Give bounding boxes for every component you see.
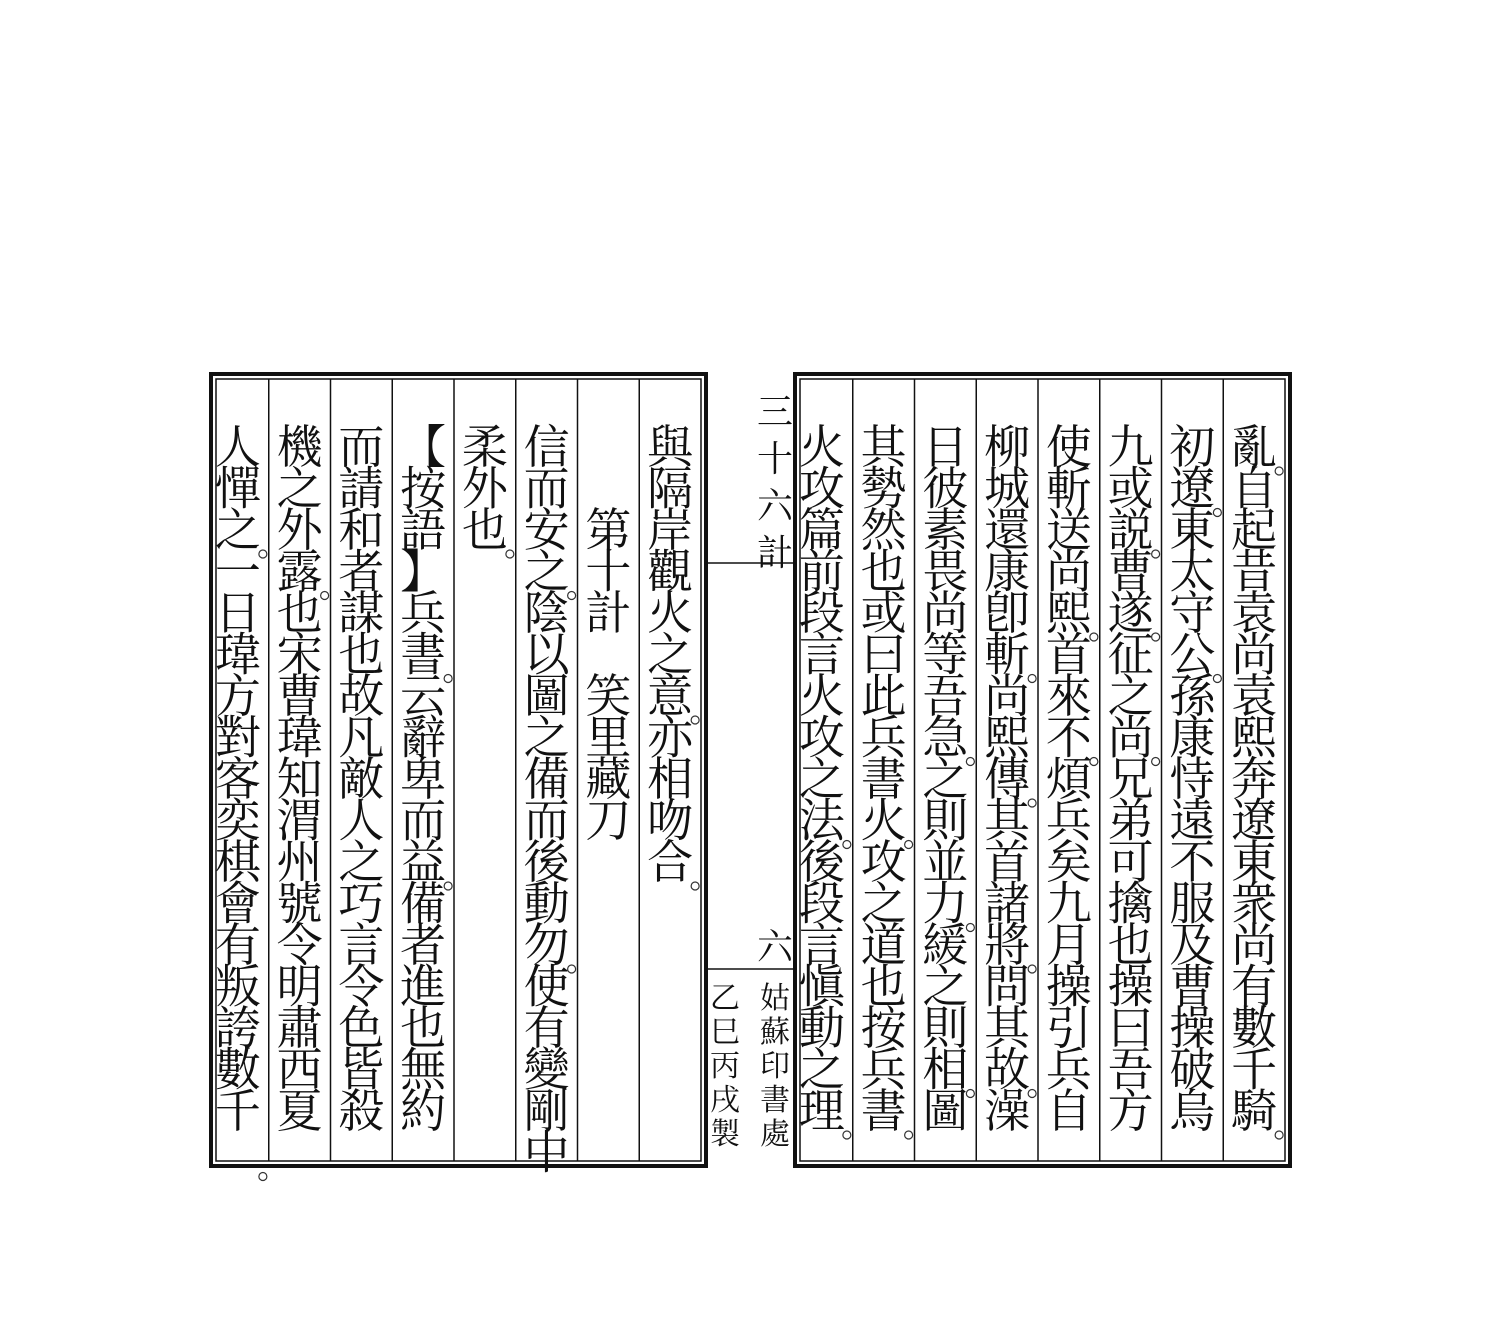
left-page-char: 方	[214, 669, 261, 723]
right-page-char: 服	[1169, 876, 1216, 931]
right-page-char: 前	[798, 544, 845, 599]
right-page-char: 烏	[1169, 1084, 1216, 1138]
right-page-char: 之	[922, 959, 969, 1014]
right-page-column	[1230, 420, 1283, 1139]
right-page-char: 卽	[984, 586, 1031, 640]
right-page-char: 力	[922, 876, 969, 931]
right-page-char: 斬	[984, 627, 1031, 682]
left-page-char: 外	[276, 503, 323, 557]
right-page-char: 勢	[860, 461, 907, 516]
right-page-char: 擒	[1107, 876, 1154, 931]
right-page-char: 彼	[922, 461, 969, 516]
right-page-char: 火	[798, 420, 845, 474]
left-page-char: 圖	[523, 669, 570, 723]
right-page-column	[922, 420, 974, 1138]
right-page-char: 吾	[922, 669, 969, 723]
right-page-char: 矣	[1045, 835, 1092, 889]
right-page-column	[1046, 420, 1098, 1138]
left-page-column	[585, 503, 631, 848]
right-page-char: 急	[922, 710, 969, 765]
left-page-char: 兵	[400, 586, 447, 640]
left-page-char: 而	[523, 461, 570, 516]
right-page-char: 奔	[1231, 752, 1278, 806]
right-page-char: 尚	[984, 669, 1031, 723]
left-page-char: 柔	[461, 420, 508, 474]
right-page-char: 使	[1045, 420, 1092, 474]
right-page-char: 袁	[1231, 669, 1278, 723]
right-page-char: 也	[860, 544, 907, 599]
left-page-char: 者	[400, 918, 447, 972]
left-page-char: 請	[338, 461, 385, 516]
left-page-char: 凡	[338, 710, 385, 765]
right-page-char: 問	[984, 959, 1031, 1014]
left-page-char: 勿	[523, 918, 570, 972]
right-page-char: 也	[860, 959, 907, 1014]
right-page-char: 等	[922, 627, 969, 682]
publisher-char: 印	[760, 1049, 790, 1084]
right-page-char: 説	[1107, 503, 1154, 557]
right-page-char: 操	[1169, 1001, 1216, 1055]
left-page-char: 皆	[338, 1042, 385, 1097]
right-page-char: 兵	[1045, 1042, 1092, 1097]
left-page-char: 者	[338, 544, 385, 599]
left-page-char: 言	[338, 918, 385, 972]
right-page-char: 曰	[860, 627, 907, 682]
right-page-char: 孫	[1169, 669, 1216, 723]
right-page-char: 不	[1045, 710, 1092, 765]
right-page-char: 攻	[798, 710, 845, 765]
left-page-char: 日	[214, 586, 261, 640]
right-page-char: 尚	[1045, 544, 1092, 599]
right-page-char: 畏	[922, 544, 969, 599]
right-page-char: 守	[1169, 586, 1216, 640]
left-page-char: 進	[400, 959, 447, 1014]
left-page-char: 故	[338, 669, 385, 723]
right-page-char: 諸	[984, 876, 1031, 931]
left-page-char: 客	[214, 752, 261, 806]
left-page-char: 之	[523, 544, 570, 599]
page-number: 六	[756, 927, 794, 968]
left-page-char: 後	[523, 835, 570, 889]
left-page-char: 人	[214, 420, 261, 474]
book-title-char: 十	[756, 439, 794, 480]
right-page-char: 則	[922, 793, 969, 848]
left-page-char: 辭	[400, 710, 447, 765]
left-page-char: 第	[585, 503, 632, 557]
right-page-char: 有	[1231, 959, 1278, 1014]
left-page-char: 云	[400, 669, 447, 723]
left-page-char: 岸	[647, 503, 694, 557]
left-page-char: 和	[338, 503, 385, 557]
right-page-char: 書	[860, 752, 907, 806]
left-page-char: 露	[276, 544, 323, 599]
right-page-char: 起	[1231, 503, 1278, 557]
right-page-char: 引	[1045, 1001, 1092, 1055]
right-page-char: 首	[984, 835, 1031, 889]
right-page-char: 兄	[1107, 752, 1154, 806]
left-page-column	[277, 420, 329, 1138]
left-page-char: 知	[276, 752, 323, 806]
right-page-column-dividers	[853, 379, 1224, 1161]
right-page-char: 之	[860, 876, 907, 931]
right-page-char: 遼	[1169, 461, 1216, 516]
left-page-column	[647, 420, 699, 890]
right-page-char: 亂	[1231, 420, 1278, 474]
right-page-char: 征	[1107, 627, 1154, 682]
left-page-char: 外	[461, 461, 508, 516]
right-page-char: 公	[1169, 627, 1216, 682]
right-page-char: 騎	[1231, 1084, 1278, 1138]
left-page-char: 宋	[276, 627, 323, 682]
left-page-char: 敵	[338, 752, 385, 806]
right-page-char: 遼	[1231, 793, 1278, 848]
right-page-char: 初	[1169, 420, 1216, 474]
right-page-char: 其	[860, 420, 907, 474]
left-page-char: 叛	[214, 959, 261, 1014]
left-page-char: 號	[276, 876, 323, 931]
right-page-char: 此	[860, 669, 907, 723]
right-page-char: 澡	[984, 1084, 1031, 1138]
left-page-char: 之	[214, 503, 261, 557]
right-page-column	[1108, 420, 1160, 1138]
left-page-char: 令	[338, 959, 385, 1014]
left-page-char: 渭	[276, 793, 323, 848]
right-page-column	[799, 420, 851, 1139]
left-page-char: 觀	[647, 544, 694, 599]
left-page-char: 之	[647, 627, 694, 682]
left-page-char: 備	[400, 876, 447, 931]
left-page-char: 】	[400, 544, 447, 599]
left-page-column-dividers	[269, 379, 640, 1161]
left-page-char: 夏	[276, 1084, 323, 1138]
right-page-char: 不	[1169, 835, 1216, 889]
right-page-char: 千	[1231, 1042, 1278, 1097]
right-page-char: 可	[1107, 835, 1154, 889]
left-page-char: 約	[400, 1084, 447, 1138]
publisher-char: 姑	[760, 981, 790, 1016]
left-page-column	[462, 420, 514, 558]
date-char: 製	[710, 1117, 740, 1152]
left-page-column	[215, 420, 267, 1181]
right-page-char: 圖	[922, 1084, 969, 1138]
right-page-char: 操	[1045, 959, 1092, 1014]
right-page-char: 九	[1045, 876, 1092, 931]
right-page-char: 之	[798, 752, 845, 806]
right-page-char: 遂	[1107, 586, 1154, 640]
right-page-char: 然	[860, 503, 907, 557]
right-page-char: 之	[798, 1042, 845, 1097]
left-page-char: 瑋	[214, 627, 261, 682]
left-page-char: 謀	[338, 586, 385, 640]
left-page-char: 憚	[214, 461, 261, 516]
left-page-char: 有	[523, 1001, 570, 1055]
right-page-char: 熙	[984, 710, 1031, 765]
right-page-char: 其	[984, 1001, 1031, 1055]
left-page-char: 剛	[523, 1084, 570, 1138]
right-page-char: 熙	[1045, 586, 1092, 640]
left-page-char: 相	[647, 752, 694, 806]
left-page-char: 對	[214, 710, 261, 765]
left-page-char: 會	[214, 876, 261, 931]
right-page-char: 還	[984, 503, 1031, 557]
left-page-char: 機	[276, 420, 323, 474]
right-page-char: 後	[798, 835, 845, 889]
left-page-char: 數	[214, 1042, 261, 1097]
right-page-char: 柳	[984, 420, 1031, 474]
right-page-char: 城	[984, 461, 1031, 516]
right-page-char: 道	[860, 918, 907, 972]
right-page-char: 遠	[1169, 793, 1216, 848]
left-page-char: 陰	[523, 586, 570, 640]
left-page-char: 也	[338, 627, 385, 682]
right-page-char: 尚	[1107, 710, 1154, 765]
left-page-char: 藏	[585, 752, 632, 806]
right-page-char: 送	[1045, 503, 1092, 557]
left-page-char: 意	[647, 669, 694, 723]
left-page-char: 一	[214, 544, 261, 599]
right-page-char: 曰	[1107, 1001, 1154, 1055]
left-page-char: 合	[647, 835, 694, 889]
left-page-char: 吻	[647, 793, 694, 848]
right-page-char: 尚	[1231, 627, 1278, 682]
right-page-char: 之	[922, 752, 969, 806]
right-page-char: 熙	[1231, 710, 1278, 765]
right-page-char: 或	[860, 586, 907, 640]
left-page-char: 卑	[400, 752, 447, 806]
right-page-char: 月	[1045, 918, 1092, 972]
left-page-char: 巧	[338, 876, 385, 931]
left-page-char: 笑	[585, 669, 632, 723]
publisher-char: 處	[760, 1117, 790, 1152]
left-page-char: 也	[400, 1001, 447, 1055]
left-page-char: 火	[647, 586, 694, 640]
right-page-char: 火	[798, 669, 845, 723]
left-page-column	[338, 420, 384, 1138]
left-page-char: 隔	[647, 461, 694, 516]
right-page-char: 段	[798, 586, 845, 640]
right-page-char: 及	[1169, 918, 1216, 972]
right-page-char: 將	[984, 918, 1031, 972]
left-page-char: 按	[400, 461, 447, 516]
left-page-char: 而	[400, 793, 447, 848]
left-page-char: 與	[647, 420, 694, 474]
right-page-char: 相	[922, 1042, 969, 1097]
date-char: 巳	[710, 1015, 740, 1050]
left-page-column	[523, 420, 576, 1180]
right-page-char: 素	[922, 503, 969, 557]
left-page-char: 以	[523, 627, 570, 682]
right-page-char: 恃	[1169, 752, 1216, 806]
left-page-char: 之	[338, 835, 385, 889]
left-page-char: 令	[276, 918, 323, 972]
publisher-char: 蘇	[760, 1015, 790, 1050]
right-page-char: 兵	[1045, 793, 1092, 848]
right-page-char: 故	[984, 1042, 1031, 1097]
right-page-char: 攻	[798, 461, 845, 516]
left-page-char: 人	[338, 793, 385, 848]
left-page-char: 中	[523, 1125, 570, 1180]
left-page-char: 而	[338, 420, 385, 474]
left-page-column	[400, 420, 452, 1138]
right-page-char: 尚	[1231, 918, 1278, 972]
left-page-char: 之	[276, 461, 323, 516]
right-page-char: 曹	[1107, 544, 1154, 599]
left-page-char: 【	[400, 420, 447, 474]
left-page-char: 州	[276, 835, 323, 889]
left-page-char: 也	[461, 503, 508, 557]
right-page-char: 康	[984, 544, 1031, 599]
right-page-char: 法	[798, 793, 845, 848]
left-page-char: 備	[523, 752, 570, 806]
right-page-char: 來	[1045, 669, 1092, 723]
right-page-char: 則	[922, 1001, 969, 1055]
left-page-char: 西	[276, 1042, 323, 1097]
book-title-char: 三	[756, 392, 794, 433]
left-page-char: 書	[400, 627, 447, 682]
right-page-char: 傳	[984, 752, 1031, 806]
left-page-char: 曹	[276, 669, 323, 723]
right-page-char: 動	[798, 1001, 845, 1055]
date-char: 丙	[710, 1049, 740, 1084]
left-page-char: 信	[523, 420, 570, 474]
right-page-char: 自	[1045, 1084, 1092, 1138]
right-page-char: 愼	[798, 959, 845, 1014]
left-page-char: 使	[523, 959, 570, 1014]
left-page-char: 十	[585, 544, 632, 599]
right-page-char: 東	[1169, 503, 1216, 557]
left-page-char: 刀	[585, 793, 632, 848]
left-page-char: 安	[523, 503, 570, 557]
right-page-char: 操	[1107, 959, 1154, 1014]
right-page-char: 自	[1231, 461, 1278, 516]
left-page-text	[215, 420, 699, 1181]
right-page-char: 緩	[922, 918, 969, 972]
left-page-char: 而	[523, 793, 570, 848]
right-page-char: 言	[798, 627, 845, 682]
left-page-char: 里	[585, 710, 632, 765]
publisher-char: 書	[760, 1083, 790, 1118]
left-page-char: 動	[523, 876, 570, 931]
right-page-char: 方	[1107, 1084, 1154, 1138]
right-page-char: 篇	[798, 503, 845, 557]
right-page-char: 理	[798, 1084, 845, 1138]
right-page-char: 之	[1107, 669, 1154, 723]
right-page-char: 火	[860, 793, 907, 848]
left-page-char: 明	[276, 959, 323, 1014]
right-page-char: 數	[1231, 1001, 1278, 1055]
right-page-char: 段	[798, 876, 845, 931]
right-page-char: 吾	[1107, 1042, 1154, 1097]
left-page-char: 也	[276, 586, 323, 640]
right-page-char: 或	[1107, 461, 1154, 516]
right-page-char: 首	[1045, 627, 1092, 682]
right-page-char: 袁	[1231, 586, 1278, 640]
right-page-column	[984, 420, 1036, 1138]
right-page-char: 其	[984, 793, 1031, 848]
right-page-text	[799, 420, 1283, 1139]
right-page-char: 昔	[1231, 544, 1278, 599]
right-page-char: 兵	[860, 1042, 907, 1097]
left-page-char: 有	[214, 918, 261, 972]
right-page-char: 攻	[860, 835, 907, 889]
date-char: 戌	[710, 1083, 740, 1118]
left-page-char: 益	[400, 835, 447, 889]
right-page-char: 康	[1169, 710, 1216, 765]
left-page-char: 殺	[338, 1084, 385, 1138]
right-page-char: 東	[1231, 835, 1278, 889]
right-page-column	[1169, 420, 1221, 1138]
left-page-char: 肅	[276, 1001, 323, 1055]
right-page-char: 斬	[1045, 461, 1092, 516]
book-title-char: 計	[756, 533, 794, 574]
right-page-char: 也	[1107, 918, 1154, 972]
center-margin	[710, 392, 794, 1152]
right-page-char: 並	[922, 835, 969, 889]
left-page-char: 色	[338, 1001, 385, 1055]
right-page-char: 煩	[1045, 752, 1092, 806]
right-page-char: 書	[860, 1084, 907, 1138]
right-page-char: 按	[860, 1001, 907, 1055]
left-page-char: 計	[585, 586, 632, 640]
right-page-char: 曹	[1169, 959, 1216, 1014]
date-char: 乙	[710, 981, 740, 1016]
left-page-char: 奕	[214, 793, 261, 848]
left-page-char: 棋	[214, 835, 261, 889]
book-title-char: 六	[756, 486, 794, 527]
right-page-char: 弟	[1107, 793, 1154, 848]
left-page-char: 語	[400, 503, 447, 557]
left-page-char: 變	[523, 1042, 570, 1097]
left-page-char: 千	[214, 1084, 261, 1138]
right-page-char: 日	[922, 420, 969, 474]
right-page-char: 衆	[1231, 876, 1278, 931]
right-page-char: 九	[1107, 420, 1154, 474]
left-page-char: 之	[523, 710, 570, 765]
left-page-char: 瑋	[276, 710, 323, 765]
right-page-char: 太	[1169, 544, 1216, 599]
left-page-char: 誇	[214, 1001, 261, 1055]
left-page-char: 無	[400, 1042, 447, 1097]
right-page-char: 尚	[922, 586, 969, 640]
left-page-punctuation-mark	[259, 1173, 267, 1181]
right-page-column	[861, 420, 913, 1139]
right-page-char: 言	[798, 918, 845, 972]
left-page-char: 亦	[647, 710, 694, 765]
right-page-char: 破	[1169, 1042, 1216, 1097]
right-page-char: 兵	[860, 710, 907, 765]
